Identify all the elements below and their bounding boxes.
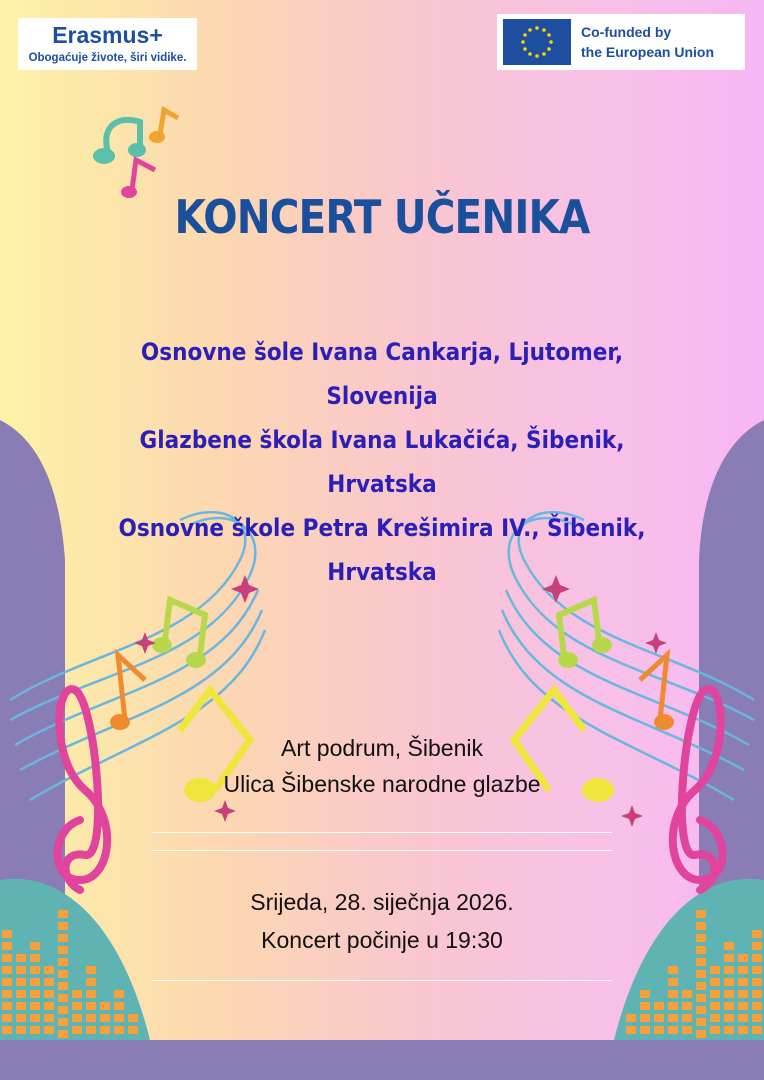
poster-title: KONCERT UČENIKA — [174, 190, 590, 244]
schools-list — [60, 330, 704, 594]
eu-cofunded-text — [581, 22, 741, 62]
erasmus-logo — [18, 18, 197, 70]
event-date: Srijeda, 28. siječnja 2026. — [250, 889, 514, 915]
divider — [152, 850, 612, 851]
school-line: Hrvatska — [327, 470, 437, 498]
bottom-band — [0, 1040, 764, 1080]
venue-place: Art podrum, Šibenik — [281, 735, 483, 761]
music-notes-icon — [93, 110, 178, 198]
eighth-note-icon — [640, 655, 667, 720]
venue-block — [120, 730, 644, 802]
venue-street: Ulica Šibenske narodne glazbe — [223, 771, 541, 797]
erasmus-logo-tagline: Obogaćuje živote, širi vidike. — [28, 52, 187, 64]
eu-cofunded-logo — [497, 14, 745, 70]
school-line: Osnovne škole Petra Krešimira IV., Šibenik, — [118, 514, 646, 542]
eu-line-2: the European Union — [581, 44, 714, 60]
divider — [152, 832, 612, 833]
event-start: Koncert počinje u 19:30 — [261, 927, 503, 953]
erasmus-logo-name: Erasmus+ — [52, 22, 163, 48]
event-time-block — [120, 883, 644, 959]
school-line: Osnovne šole Ivana Cankarja, Ljutomer, — [140, 338, 624, 366]
divider — [152, 980, 612, 981]
eu-line-1: Co-funded by — [581, 24, 672, 40]
school-line: Hrvatska — [327, 558, 437, 586]
school-line: Slovenija — [326, 382, 438, 410]
school-line: Glazbene škola Ivana Lukačića, Šibenik, — [139, 426, 625, 454]
eu-flag-icon — [503, 19, 571, 65]
